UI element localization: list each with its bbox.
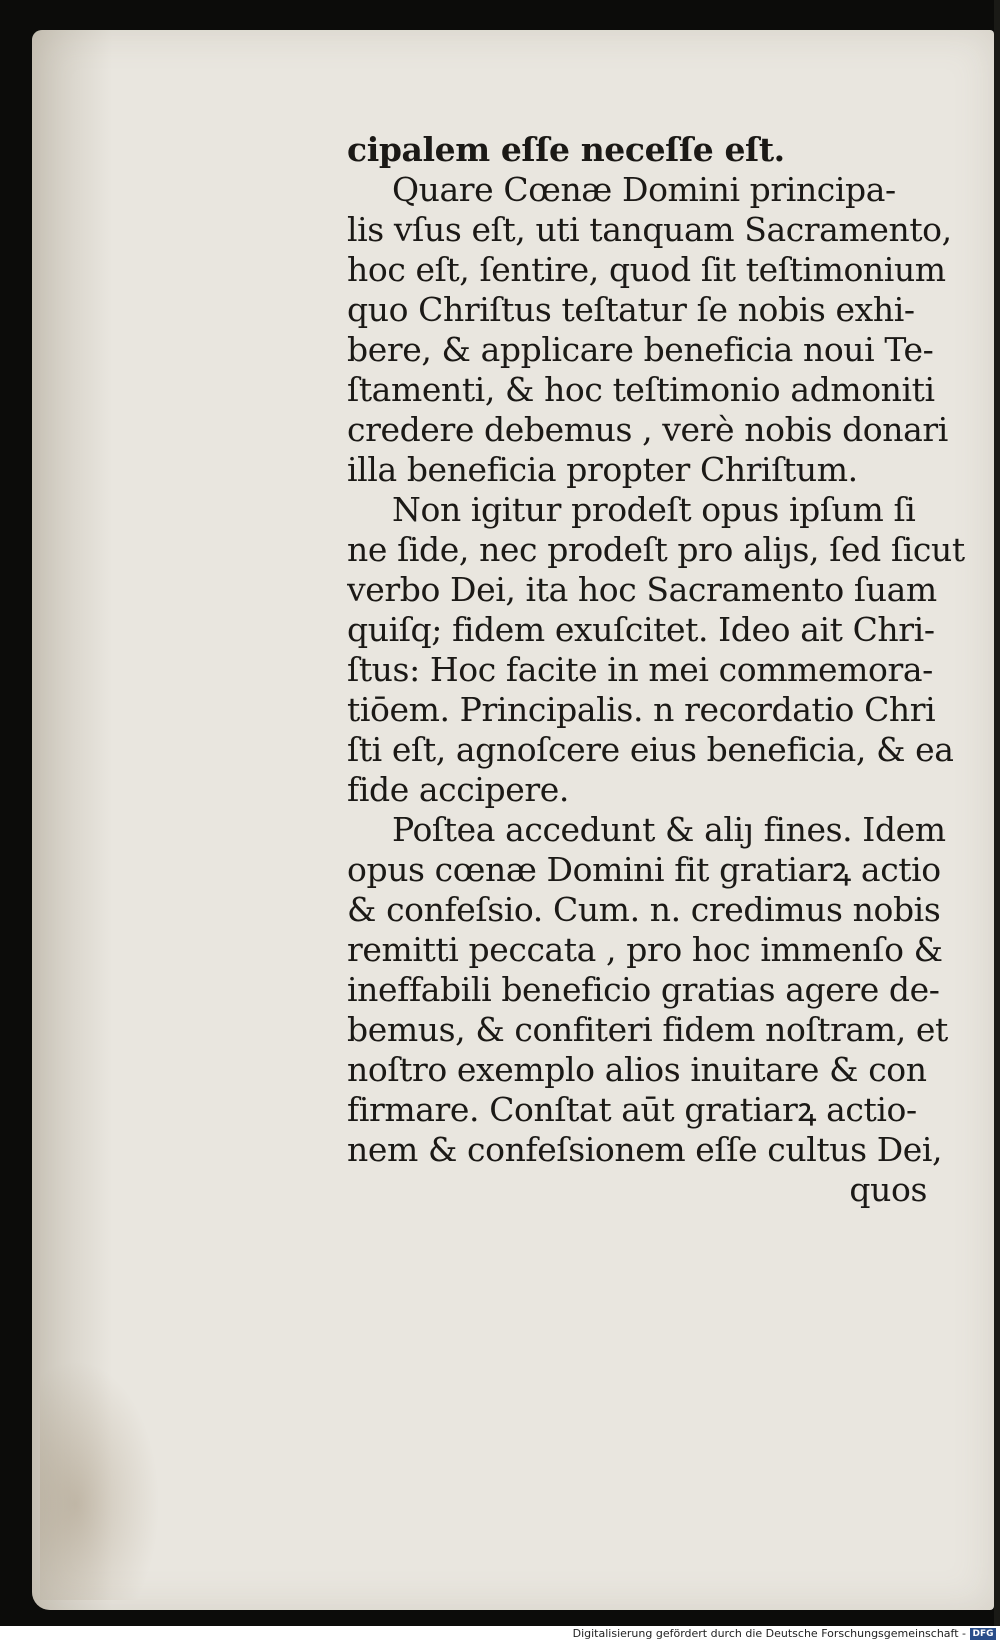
text-line: Non igitur prodeſt opus ipſum ſi xyxy=(392,490,916,529)
text-line: lis vſus eſt, uti tanquam Sacramento, xyxy=(347,210,952,249)
text-line: tiōem. Principalis. n recordatio Chri xyxy=(347,690,936,729)
text-line: ineffabili beneficio gratias agere de- xyxy=(347,970,940,1009)
text-line: fide accipere. xyxy=(347,770,569,809)
text-line: ſti eſt, agnoſcere eius beneficia, & ea xyxy=(347,730,954,769)
text-line: cipalem eſſe neceſſe eſt. xyxy=(347,130,785,169)
book-edge xyxy=(994,0,1000,1643)
paper-stain xyxy=(40,1360,160,1600)
text-line: bere, & applicare beneficia noui Te- xyxy=(347,330,934,369)
text-line: quiſq; fidem exuſcitet. Ideo ait Chri- xyxy=(347,610,935,649)
text-line: credere debemus , verè nobis donari xyxy=(347,410,948,449)
text-line: noſtro exemplo alios inuitare & con xyxy=(347,1050,927,1089)
text-line: illa beneficia propter Chriſtum. xyxy=(347,450,858,489)
footer-bar xyxy=(0,1626,1000,1643)
catchword: quos xyxy=(849,1170,927,1209)
text-line: nem & confeſsionem eſſe cultus Dei, xyxy=(347,1130,943,1169)
book-page xyxy=(32,30,994,1610)
text-line: ſtamenti, & hoc teſtimonio admoniti xyxy=(347,370,935,409)
text-line: bemus, & confiteri fidem noſtram, et xyxy=(347,1010,948,1049)
text-line: ne ſide, nec prodeſt pro aliȷs, ſed ſicut xyxy=(347,530,965,569)
text-line: opus cœnæ Domini fit gratiarꝝ actio xyxy=(347,850,941,889)
dfg-logo-icon[interactable]: DFG xyxy=(970,1628,996,1640)
text-block xyxy=(347,130,987,1210)
text-line: Quare Cœnæ Domini principa- xyxy=(392,170,896,209)
text-line: remitti peccata , pro hoc immenſo & xyxy=(347,930,943,969)
text-line: Poſtea accedunt & aliȷ fines. Idem xyxy=(392,810,946,849)
text-line: verbo Dei, ita hoc Sacramento ſuam xyxy=(347,570,937,609)
text-line: ſtus: Hoc facite in mei commemora- xyxy=(347,650,933,689)
text-line: hoc eſt, ſentire, quod ſit teſtimonium xyxy=(347,250,946,289)
text-line: quo Chriſtus teſtatur ſe nobis exhi- xyxy=(347,290,915,329)
text-line: & confeſsio. Cum. n. credimus nobis xyxy=(347,890,941,929)
funding-notice: Digitalisierung gefördert durch die Deutsche Forschungsgemeinschaft - xyxy=(572,1627,966,1640)
text-line: firmare. Conſtat aūt gratiarꝝ actio- xyxy=(347,1090,917,1129)
